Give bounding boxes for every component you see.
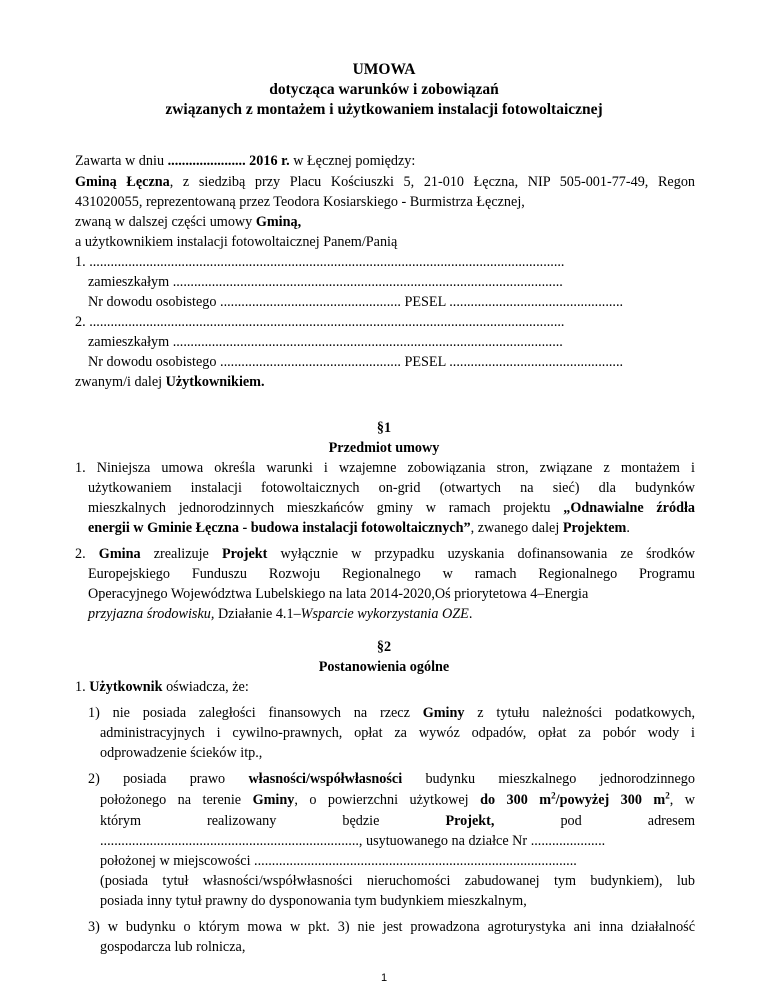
section-2-number: §2 <box>376 639 392 655</box>
intro-representation: 431020055, reprezentowaną przez Teodora Kosiarskiego - Burmistrza Łęcznej, <box>75 194 525 210</box>
intro-person-1-name: 1. ...................................................................................................................................... <box>75 254 565 270</box>
document-subtitle-1: dotycząca warunków i zobowiązań <box>269 81 499 98</box>
intro-person-1-residence: zamieszkałym .............................................................................................................. <box>88 274 563 290</box>
s1-p2-line-4: przyjazna środowisku, Działanie 4.1–Wsparcie wykorzystania OZE. <box>88 606 473 622</box>
document-subtitle-2: związanych z montażem i użytkowaniem instalacji fotowoltaicznej <box>165 101 603 118</box>
intro-party-gmina: Gminą Łęczna, z siedzibą przy Placu Kościuszki 5, 21-010 Łęczna, NIP 505-001-77-49, Regon <box>75 174 696 190</box>
intro-user-definition: zwanym/i dalej Użytkownikiem. <box>75 374 265 390</box>
s2-item2-line-4: ........................................................................., usytuowanego na działce Nr ..................... <box>100 833 606 849</box>
s1-p1-line-2: użytkowaniem instalacji fotowoltaicznych on-grid (otwartych na sieć) dla budynków <box>88 480 695 496</box>
s1-p2-line-1: 2. Gmina zrealizuje Projekt wyłącznie w przypadku uzyskania dofinansowania ze środków <box>75 546 695 562</box>
s2-p1-line: 1. Użytkownik oświadcza, że: <box>75 679 249 695</box>
s1-p1-line-3: mieszkalnych jednorodzinnych mieszkańców gminy w ramach projektu „Odnawialne źródła <box>88 500 695 516</box>
s2-item2-line-5: położonej w miejscowości ........................................................................................... <box>100 853 577 869</box>
page-number: 1 <box>380 972 388 984</box>
s2-item1-line-1: 1) nie posiada zaległości finansowych na rzecz Gminy z tytułu należności podatkowych, <box>88 705 695 721</box>
s1-p2-line-3: Operacyjnego Województwa Lubelskiego na lata 2014-2020,Oś priorytetowa 4–Energia <box>88 586 589 602</box>
s2-item2-line-1: 2) posiada prawo własności/współwłasności budynku mieszkalnego jednorodzinnego <box>88 771 695 787</box>
s2-item3-line-2: gospodarcza lub rolnicza, <box>100 939 246 955</box>
s1-p2-line-2: Europejskiego Funduszu Rozwoju Regionalnego w ramach Regionalnego Programu <box>88 566 695 582</box>
document-title: UMOWA <box>352 61 416 78</box>
s1-p1-line-1: 1. Niniejsza umowa określa warunki i wzajemne zobowiązania stron, związane z montażem i <box>75 460 695 476</box>
section-1-title: Przedmiot umowy <box>328 440 440 456</box>
intro-person-2-residence: zamieszkałym .............................................................................................................. <box>88 334 563 350</box>
s2-item2-line-6: (posiada tytuł własności/współwłasności nieruchomości zabudowanej tym budynkiem), lub <box>100 873 695 889</box>
s2-item3-line-1: 3) w budynku o którym mowa w pkt. 3) nie jest prowadzona agroturystyka ani inna działalność <box>88 919 695 935</box>
intro-user-line: a użytkownikiem instalacji fotowoltaicznej Panem/Panią <box>75 234 398 250</box>
intro-person-1-id: Nr dowodu osobistego ................................................... PESEL ................................................. <box>88 294 624 310</box>
intro-gmina-definition: zwaną w dalszej części umowy Gminą, <box>75 214 302 230</box>
s2-item2-line-2: położonego na terenie Gminy, o powierzchni użytkowej do 300 $m^2$/powyżej 300 $m^2$, w <box>100 790 696 808</box>
section-1-number: §1 <box>376 420 392 436</box>
intro-person-2-name: 2. ...................................................................................................................................... <box>75 314 565 330</box>
s2-item2-line-3: którym realizowany będzie Projekt, pod adresem <box>100 813 696 829</box>
s2-item1-line-2: administracyjnych i cywilno-prawnych, opłat za wywóz odpadów, opłat za pobór wody i <box>100 725 695 741</box>
section-2-title: Postanowienia ogólne <box>318 659 450 675</box>
intro-person-2-id: Nr dowodu osobistego ................................................... PESEL ................................................. <box>88 354 624 370</box>
s2-item1-line-3: odprowadzenie ścieków itp., <box>100 745 263 761</box>
intro-date-line: Zawarta w dniu ...................... 2016 r. w Łęcznej pomiędzy: <box>75 153 416 169</box>
s1-p1-line-4: energii w Gminie Łęczna - budowa instalacji fotowoltaicznych”, zwanego dalej Projektem. <box>88 520 630 536</box>
s2-item2-line-7: posiada inny tytuł prawny do dysponowania tym budynkiem mieszkalnym, <box>100 893 527 909</box>
